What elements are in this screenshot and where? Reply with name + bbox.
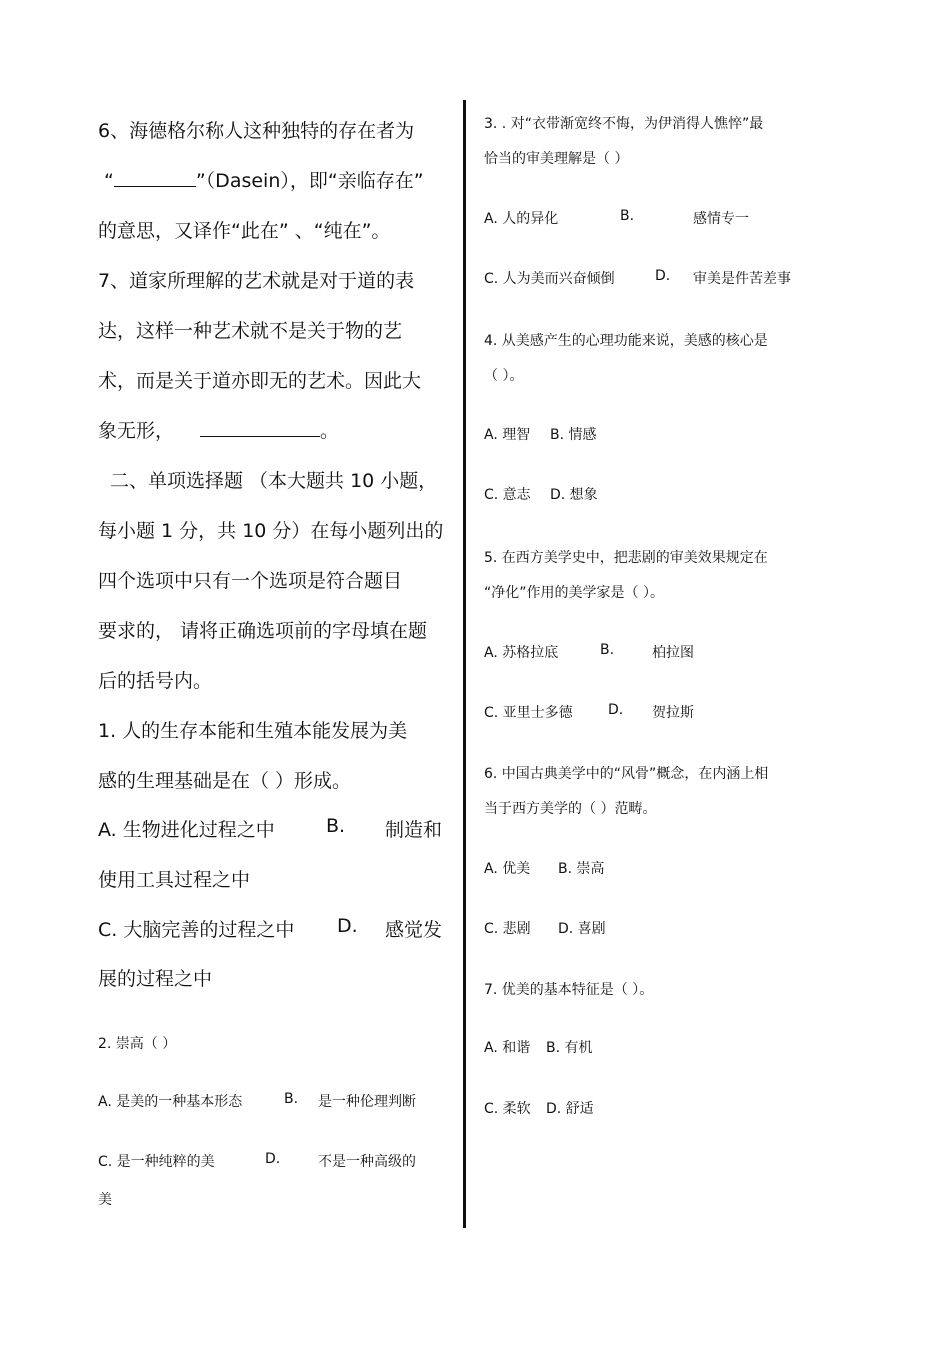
- q7-answer-blank: [200, 417, 320, 437]
- mq2-option-a: A. 是美的一种基本形态: [98, 1094, 243, 1110]
- mq2-option-c: C. 是一种纯粹的美: [98, 1154, 215, 1170]
- section2-line4: 要求的， 请将正确选项前的字母填在题: [98, 620, 428, 642]
- q7-line1: 7、道家所理解的艺术就是对于道的表: [98, 270, 415, 292]
- q5-stem1: 5. 在西方美学史中，把悲剧的审美效果规定在: [484, 550, 768, 566]
- q3-option-d-letter: D.: [655, 268, 671, 284]
- q7-line4-text: 象无形，: [98, 420, 175, 442]
- q5-option-b-letter: B.: [600, 642, 615, 658]
- q7-line2: 达，这样一种艺术就不是关于物的艺: [98, 320, 403, 342]
- q6-line3: 的意思，又译作“此在” 、“纯在”。: [98, 220, 391, 242]
- q5-option-c: C. 亚里士多德: [484, 705, 573, 721]
- mq1-option-d-cont: 展的过程之中: [98, 968, 213, 990]
- q3-option-d: 审美是件苦差事: [693, 271, 791, 287]
- q3-option-c: C. 人为美而兴奋倾倒: [484, 271, 615, 287]
- mq1-option-d: 感觉发: [385, 919, 443, 941]
- q4-option-b: B. 情感: [550, 427, 597, 443]
- q4-option-c: C. 意志: [484, 487, 531, 503]
- q7-option-a: A. 和谐: [484, 1040, 531, 1056]
- q7-option-b: B. 有机: [546, 1040, 593, 1056]
- q7-period: 。: [320, 420, 340, 442]
- q3-option-a: A. 人的异化: [484, 211, 559, 227]
- column-divider: [463, 100, 466, 1228]
- q6-line1: 6、海德格尔称人这种独特的存在者为: [98, 120, 415, 142]
- q6-option-d: D. 喜剧: [558, 921, 606, 937]
- q5-option-b: 柏拉图: [652, 645, 694, 661]
- q4-option-a: A. 理智: [484, 427, 531, 443]
- q5-stem2: “净化”作用的美学家是（ ）。: [484, 585, 664, 601]
- q6-option-c: C. 悲剧: [484, 921, 531, 937]
- q7-stem: 7. 优美的基本特征是（ ）。: [484, 982, 654, 998]
- mq1-option-b-cont: 使用工具过程之中: [98, 869, 251, 891]
- q6-option-a: A. 优美: [484, 861, 531, 877]
- q3-option-b: 感情专一: [693, 211, 749, 227]
- mq1-option-b-letter: B.: [326, 815, 346, 837]
- q4-option-d: D. 想象: [550, 487, 598, 503]
- q7-line3: 术，而是关于道亦即无的艺术。因此大: [98, 370, 422, 392]
- section2-line5: 后的括号内。: [98, 670, 213, 692]
- q6-option-b: B. 崇高: [558, 861, 605, 877]
- q6-stem1: 6. 中国古典美学中的“风骨”概念，在内涵上相: [484, 766, 769, 782]
- mq2-option-d-cont: 美: [98, 1192, 112, 1208]
- q5-option-d: 贺拉斯: [652, 705, 694, 721]
- q6-open-quote: “: [104, 170, 114, 192]
- section2-line2: 每小题 1 分，共 10 分）在每小题列出的: [98, 520, 444, 542]
- section2-heading: 二、单项选择题 （本大题共 10 小题，: [110, 470, 438, 492]
- q6-stem2: 当于西方美学的（ ）范畴。: [484, 801, 657, 817]
- q5-option-a: A. 苏格拉底: [484, 645, 559, 661]
- mq1-stem1: 1. 人的生存本能和生殖本能发展为美: [98, 720, 408, 742]
- q6-line2-rest: ”（Dasein），即“亲临存在”: [195, 170, 424, 192]
- q7-option-d: D. 舒适: [546, 1101, 594, 1117]
- mq1-option-a: A. 生物进化过程之中: [98, 819, 275, 841]
- mq1-option-d-letter: D.: [337, 915, 358, 937]
- q3-stem1: 3. . 对“衣带渐宽终不悔，为伊消得人憔悴”最: [484, 116, 764, 132]
- q7-line4: [98, 416, 339, 443]
- q6-answer-blank: [114, 167, 196, 187]
- mq2-option-b-letter: B.: [284, 1091, 299, 1107]
- q3-option-b-letter: B.: [620, 208, 635, 224]
- q3-stem2: 恰当的审美理解是（ ）: [484, 151, 629, 167]
- mq1-option-c: C. 大脑完善的过程之中: [98, 919, 295, 941]
- section2-line3: 四个选项中只有一个选项是符合题目: [98, 570, 403, 592]
- mq2-option-d: 不是一种高级的: [318, 1154, 416, 1170]
- mq2-option-b: 是一种伦理判断: [318, 1094, 416, 1110]
- mq1-stem2: 感的生理基础是在（ ）形成。: [98, 770, 352, 792]
- q6-line2: [104, 166, 424, 193]
- q4-stem2: （ ）。: [484, 368, 524, 384]
- q5-option-d-letter: D.: [608, 702, 624, 718]
- mq1-option-b: 制造和: [385, 819, 443, 841]
- mq2-option-d-letter: D.: [265, 1151, 281, 1167]
- mq2-stem: 2. 崇高（ ）: [98, 1036, 177, 1052]
- q4-stem1: 4. 从美感产生的心理功能来说，美感的核心是: [484, 333, 768, 349]
- q7-option-c: C. 柔软: [484, 1101, 531, 1117]
